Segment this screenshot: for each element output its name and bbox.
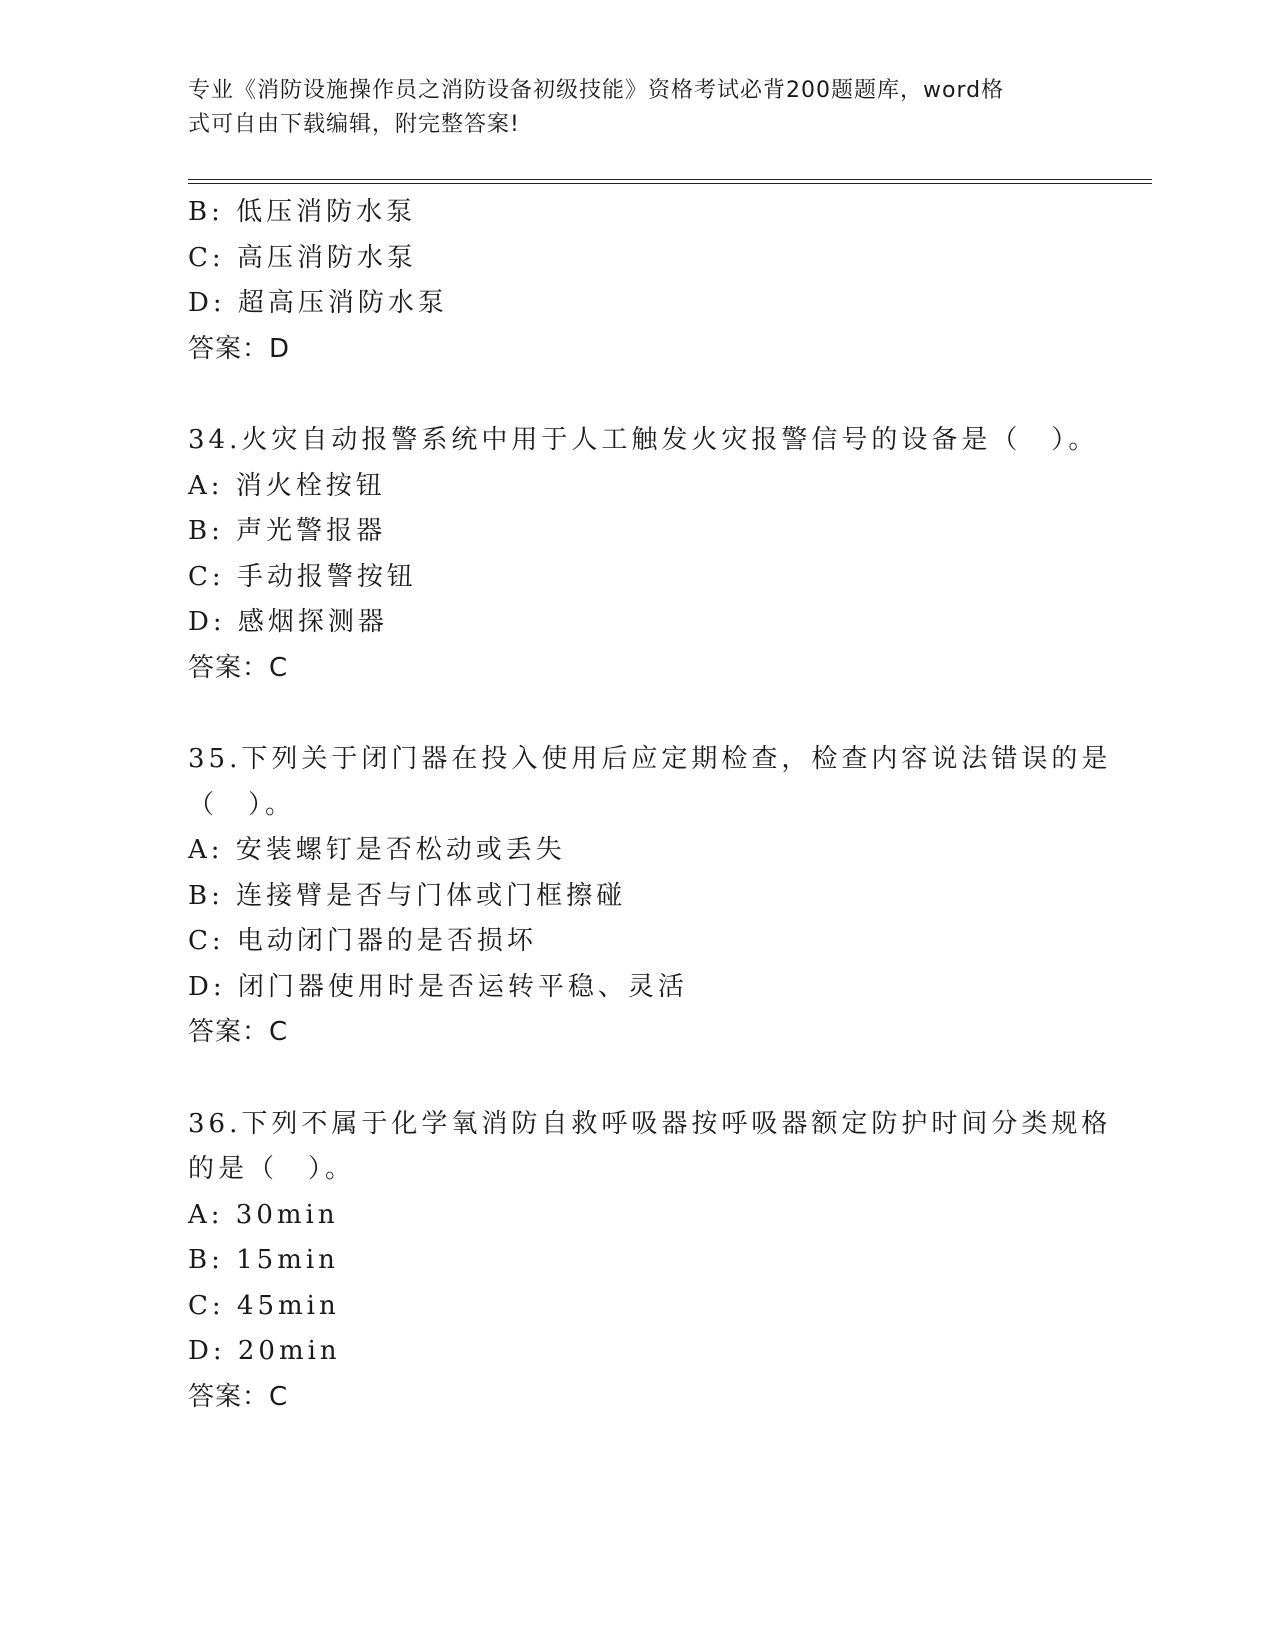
answer-line: 答案：D <box>188 333 291 364</box>
question-list <box>188 190 1112 1420</box>
question-block-35 <box>188 737 1112 1056</box>
question-block-33-tail <box>188 190 1088 372</box>
question-stem-continued: 的是（ ）。 <box>188 1154 356 1184</box>
option-d: D: 超高压消防水泵 <box>188 288 448 318</box>
option-b: B: 低压消防水泵 <box>188 197 417 227</box>
option-d: D: 感烟探测器 <box>188 607 388 637</box>
option-b: B: 连接臂是否与门体或门框擦碰 <box>188 880 627 911</box>
option-a: A: 安装螺钉是否松动或丢失 <box>188 835 566 865</box>
question-stem-continued: （ ）。 <box>188 789 296 820</box>
document-header <box>188 74 1068 142</box>
option-c: C: 高压消防水泵 <box>188 242 417 273</box>
header-divider-bottom <box>188 183 1152 184</box>
answer-line: 答案：C <box>188 652 289 683</box>
question-stem: 34.火灾自动报警系统中用于人工触发火灾报警信号的设备是（ ）。 <box>188 425 1099 455</box>
answer-line: 答案：C <box>188 1381 289 1412</box>
header-divider-top <box>188 179 1152 180</box>
question-block-34 <box>188 418 1099 691</box>
question-block-36 <box>188 1102 1112 1421</box>
header-line-1: 专业《消防设施操作员之消防设备初级技能》资格考试必背200题题库，word格 <box>188 78 1005 103</box>
answer-line: 答案：C <box>188 1017 289 1047</box>
question-stem: 36.下列不属于化学氧消防自救呼吸器按呼吸器额定防护时间分类规格 <box>188 1108 1112 1139</box>
option-b: B: 声光警报器 <box>188 516 387 546</box>
option-a: A: 消火栓按钮 <box>188 470 386 501</box>
option-c: C: 45min <box>188 1290 340 1321</box>
option-d: D: 闭门器使用时是否运转平稳、灵活 <box>188 971 688 1002</box>
question-stem: 35.下列关于闭门器在投入使用后应定期检查，检查内容说法错误的是 <box>188 744 1112 774</box>
option-c: C: 电动闭门器的是否损坏 <box>188 926 537 956</box>
option-a: A: 30min <box>188 1199 339 1230</box>
option-d: D: 20min <box>188 1336 341 1366</box>
option-b: B: 15min <box>188 1245 339 1275</box>
header-line-2: 式可自由下载编辑，附完整答案! <box>188 112 520 137</box>
option-c: C: 手动报警按钮 <box>188 561 417 592</box>
